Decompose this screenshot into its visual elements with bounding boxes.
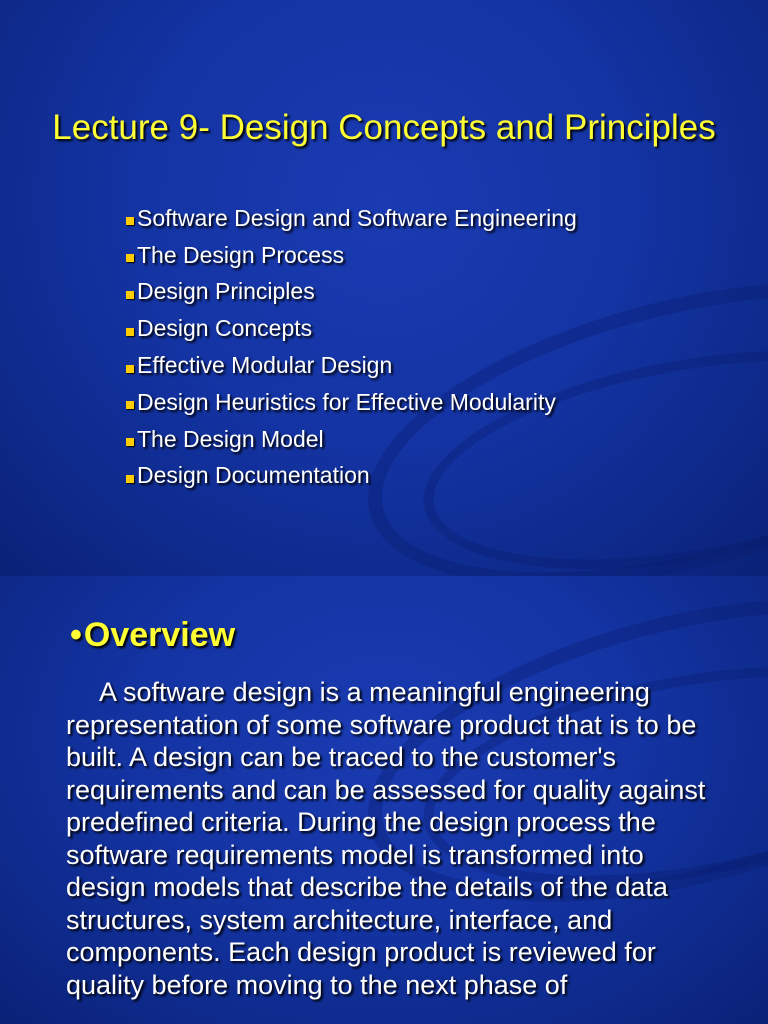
list-item (126, 237, 577, 274)
square-bullet-icon (126, 401, 134, 409)
list-item-label: Design Concepts (137, 315, 313, 342)
list-item (126, 347, 577, 384)
list-item (126, 200, 577, 237)
list-item (126, 310, 577, 347)
square-bullet-icon (126, 475, 134, 483)
overview-paragraph: A software design is a meaningful engineering representation of some software product that is to be built. A design can be traced to the customer's requirements and can be assessed for quality against predefined criteria. During the design process the software requirements model is transformed into design models that describe the details of the data structures, system architecture, interface, and components. Each design product is reviewed for quality before moving to the next phase of (66, 677, 706, 1000)
list-item-label: The Design Model (137, 425, 324, 452)
slide-2 (0, 576, 768, 1024)
list-item (126, 384, 577, 421)
list-item (126, 458, 577, 495)
overview-heading (70, 616, 235, 655)
list-item-label: Design Heuristics for Effective Modularity (137, 388, 556, 415)
overview-heading-label: Overview (83, 616, 236, 654)
square-bullet-icon (126, 217, 134, 225)
square-bullet-icon (126, 365, 134, 373)
list-item (126, 421, 577, 458)
list-item-label: Software Design and Software Engineering (137, 204, 577, 231)
square-bullet-icon (126, 291, 134, 299)
square-bullet-icon (126, 328, 134, 336)
list-item-label: The Design Process (137, 241, 345, 268)
topic-list (126, 200, 577, 494)
list-item-label: Effective Modular Design (137, 352, 393, 379)
square-bullet-icon (126, 438, 134, 446)
square-bullet-icon (126, 254, 134, 262)
list-item-label: Design Principles (137, 278, 315, 305)
round-bullet-icon: • (70, 616, 82, 654)
list-item-label: Design Documentation (137, 462, 370, 489)
slide-title: Lecture 9- Design Concepts and Principles (52, 108, 716, 147)
list-item (126, 274, 577, 311)
